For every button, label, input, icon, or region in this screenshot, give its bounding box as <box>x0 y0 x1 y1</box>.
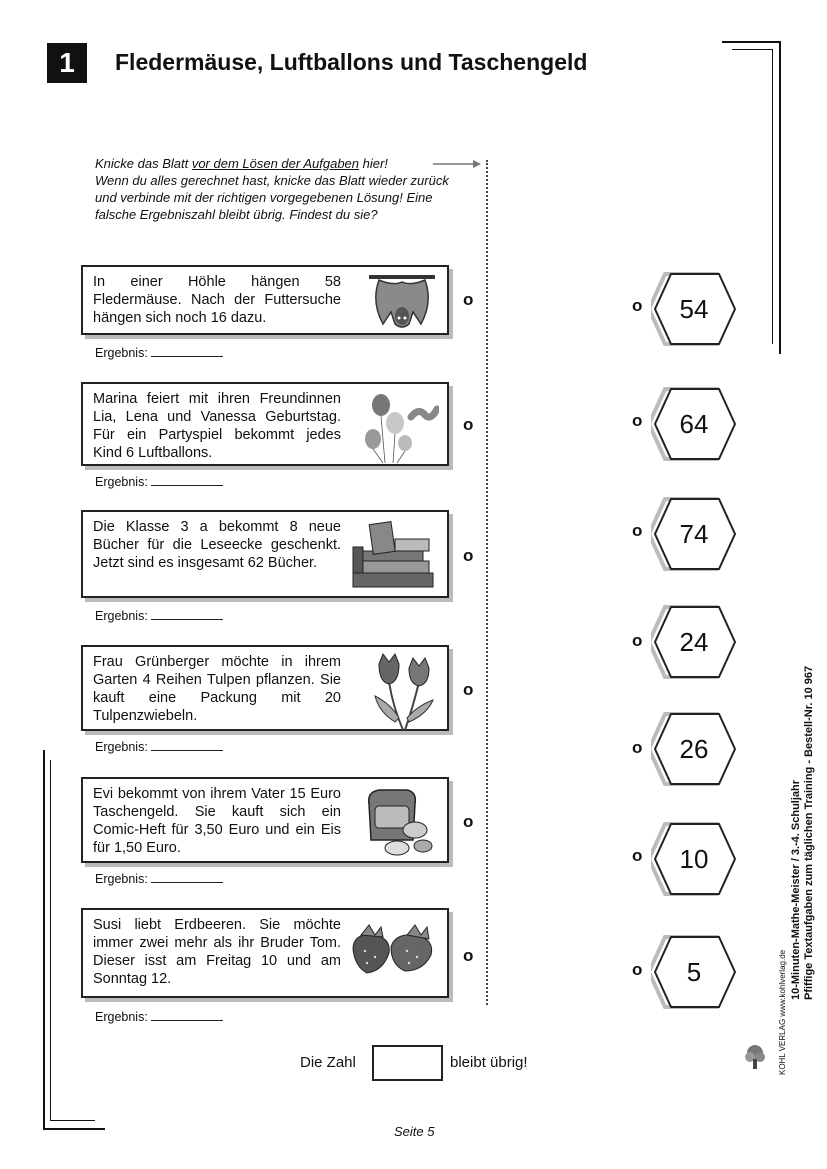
task-text: Marina feiert mit ihren Freundinnen Lia, Lena und Vanessa Geburtstag. Für ein Partyspiel bekommt jedes Kind 6 Luftballons. <box>93 391 341 461</box>
result-blank[interactable] <box>151 346 223 357</box>
solution-value: 24 <box>679 626 709 657</box>
page-number: Seite 5 <box>394 1124 435 1139</box>
result-label: Ergebnis: <box>95 475 148 489</box>
sidebar-line2: Pfiffige Textaufgaben zum täglichen Training - Bestell-Nr. 10 967 <box>803 665 815 1000</box>
bat-icon <box>365 272 439 332</box>
task-card <box>81 265 449 335</box>
solution-value: 10 <box>679 843 709 874</box>
connector-dot[interactable]: o <box>463 290 474 309</box>
solution-value: 64 <box>679 408 709 439</box>
task-card <box>81 510 449 598</box>
result-row[interactable] <box>95 740 223 754</box>
instruction-text-end: hier! <box>359 156 388 171</box>
frame-line <box>50 760 51 1120</box>
solution-connector-dot[interactable]: o <box>632 631 643 650</box>
leftover-prompt-end: bleibt übrig! <box>450 1054 528 1071</box>
result-label: Ergebnis: <box>95 346 148 360</box>
page-title: Fledermäuse, Luftballons und Taschengeld <box>115 49 588 75</box>
instructions <box>95 155 465 223</box>
result-blank[interactable] <box>151 475 223 486</box>
leftover-answer-box[interactable] <box>372 1045 443 1081</box>
solution-connector-dot[interactable]: o <box>632 846 643 865</box>
solution-connector-dot[interactable]: o <box>632 296 643 315</box>
connector-dot[interactable]: o <box>463 946 474 965</box>
frame-line <box>772 49 773 344</box>
balloons-icon <box>363 389 439 465</box>
result-blank[interactable] <box>151 1010 223 1021</box>
strawberries-icon <box>347 915 439 975</box>
result-label: Ergebnis: <box>95 872 148 886</box>
result-row[interactable] <box>95 872 223 886</box>
publisher-url: www.kohlverlag.de <box>778 949 787 1017</box>
task-text: Frau Grünberger möchte in ihrem Garten 4 Reihen Tulpen pflanzen. Sie kauft eine Packung mit 20 Tulpenzwiebeln. <box>93 654 341 724</box>
connector-dot[interactable]: o <box>463 546 474 565</box>
instruction-underlined: vor dem Lösen der Aufgaben <box>191 156 360 171</box>
frame-line <box>50 1120 95 1121</box>
solution-connector-dot[interactable]: o <box>632 521 643 540</box>
instruction-rest: Wenn du alles gerechnet hast, knicke das Blatt wieder zurück und verbinde mit der richtigen vorgegebenen Lösung! Eine falsche Ergebniszahl bleibt übrig. Findest du sie? <box>95 173 449 222</box>
publisher-block <box>778 950 787 1075</box>
sidebar-line1: 10-Minuten-Mathe-Meister / 3.-4. Schuljahr <box>790 779 802 1000</box>
task-card <box>81 777 449 863</box>
fold-line[interactable] <box>486 160 488 1005</box>
result-label: Ergebnis: <box>95 1010 148 1024</box>
task-card <box>81 645 449 731</box>
solution-value: 54 <box>679 293 709 324</box>
result-blank[interactable] <box>151 740 223 751</box>
frame-line <box>43 1128 105 1130</box>
connector-dot[interactable]: o <box>463 812 474 831</box>
result-row[interactable] <box>95 609 223 623</box>
result-blank[interactable] <box>151 872 223 883</box>
task-text: Evi bekommt von ihrem Vater 15 Euro Taschengeld. Sie kauft sich ein Comic-Heft für 3,50 Euro und ein Eis für 1,50 Euro. <box>93 786 341 856</box>
leftover-prompt: Die Zahl <box>300 1054 356 1071</box>
solution-value: 74 <box>679 518 709 549</box>
task-card <box>81 382 449 466</box>
result-row[interactable] <box>95 475 223 489</box>
task-text: Susi liebt Erdbeeren. Sie möchte immer zwei mehr als ihr Bruder Tom. Dieser isst am Freitag 10 und am Sonntag 12. <box>93 917 341 987</box>
result-label: Ergebnis: <box>95 609 148 623</box>
books-icon <box>349 517 439 593</box>
connector-dot[interactable]: o <box>463 415 474 434</box>
solution-value: 5 <box>686 956 702 987</box>
exercise-number: 1 <box>47 43 87 83</box>
frame-line <box>732 49 772 50</box>
solution-connector-dot[interactable]: o <box>632 960 643 979</box>
instruction-text: Knicke das Blatt <box>95 156 192 171</box>
tree-logo-icon <box>744 1044 766 1070</box>
result-blank[interactable] <box>151 609 223 620</box>
frame-line <box>43 750 45 1130</box>
task-card <box>81 908 449 998</box>
publisher-name: KOHL VERLAG <box>778 1018 787 1075</box>
task-text: In einer Höhle hängen 58 Fledermäuse. Nach der Futtersuche hängen sich noch 16 dazu. <box>93 274 341 326</box>
frame-line <box>779 41 781 354</box>
solution-connector-dot[interactable]: o <box>632 738 643 757</box>
frame-line <box>722 41 780 43</box>
sidebar-series <box>790 666 816 1000</box>
result-row[interactable] <box>95 1010 223 1024</box>
task-text: Die Klasse 3 a bekommt 8 neue Bücher für die Leseecke geschenkt. Jetzt sind es insgesamt 62 Bücher. <box>93 519 341 571</box>
purse-icon <box>361 784 439 860</box>
solution-value: 26 <box>679 733 709 764</box>
result-row[interactable] <box>95 346 223 360</box>
arrow-right-icon <box>433 158 481 170</box>
solution-connector-dot[interactable]: o <box>632 411 643 430</box>
tulips-icon <box>369 652 439 732</box>
connector-dot[interactable]: o <box>463 680 474 699</box>
result-label: Ergebnis: <box>95 740 148 754</box>
